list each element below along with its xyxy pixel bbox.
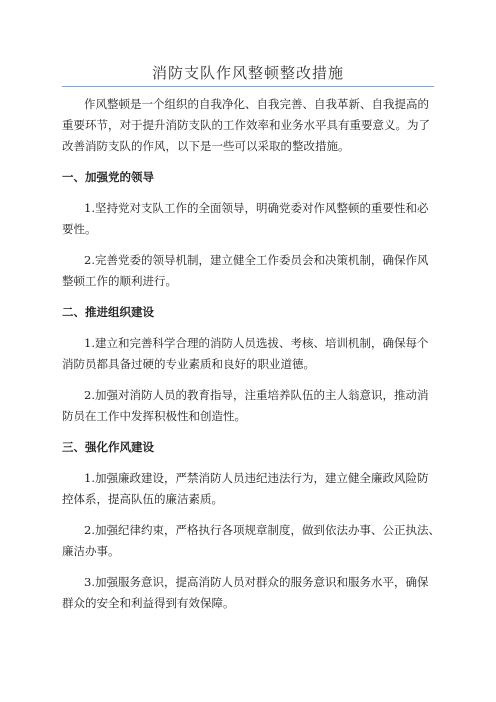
document-body: [62, 94, 440, 624]
item-line: 1.建立和完善科学合理的消防人员选拔、考核、培训机制，确保每个: [84, 336, 429, 350]
item-line: 3.加强服务意识，提高消防人员对群众的服务意识和服务水平，确保: [84, 575, 429, 589]
item-line: 防员在工作中发挥积极性和创造性。: [62, 409, 246, 423]
section-item: [62, 468, 434, 510]
intro-paragraph: [62, 94, 434, 157]
section-item: [62, 333, 434, 375]
item-line: 消防员都具备过硬的专业素质和良好的职业道德。: [62, 357, 315, 371]
section-item: [62, 250, 434, 292]
item-line: 2.加强对消防人员的教育指导，注重培养队伍的主人翁意识，推动消: [84, 388, 429, 402]
section-item: [62, 198, 434, 240]
section-heading: 一、加强党的领导: [62, 170, 154, 184]
item-line: 2.完善党委的领导机制，建立健全工作委员会和决策机制，确保作风: [84, 253, 429, 267]
intro-line: 重要环节，对于提升消防支队的工作效率和业务水平具有重要意义。为了: [62, 118, 430, 132]
section-heading: 三、强化作风建设: [62, 440, 154, 454]
section-item: [62, 572, 434, 614]
item-line: 廉洁办事。: [62, 544, 120, 558]
document-title: 消防支队作风整顿整改措施: [151, 64, 344, 82]
intro-line: 改善消防支队的作风，以下是一些可以采取的整改措施。: [62, 139, 350, 153]
item-line: 1.加强廉政建设，严禁消防人员违纪违法行为，建立健全廉政风险防: [84, 471, 429, 485]
item-line: 整顿工作的顺利进行。: [62, 274, 177, 288]
item-line: 1.坚持党对支队工作的全面领导，明确党委对作风整顿的重要性和必: [84, 201, 429, 215]
section-item: [62, 385, 434, 427]
item-line: 2.加强纪律约束，严格执行各项规章制度，做到依法办事、公正执法、: [84, 523, 440, 537]
title-underline: [62, 86, 434, 87]
item-line: 控体系，提高队伍的廉洁素质。: [62, 492, 223, 506]
intro-line: 作风整顿是一个组织的自我净化、自我完善、自我革新、自我提高的: [84, 97, 429, 111]
section-heading: 二、推进组织建设: [62, 305, 154, 319]
section-item: [62, 520, 440, 562]
item-line: 群众的安全和利益得到有效保障。: [62, 596, 235, 610]
item-line: 要性。: [62, 222, 97, 236]
